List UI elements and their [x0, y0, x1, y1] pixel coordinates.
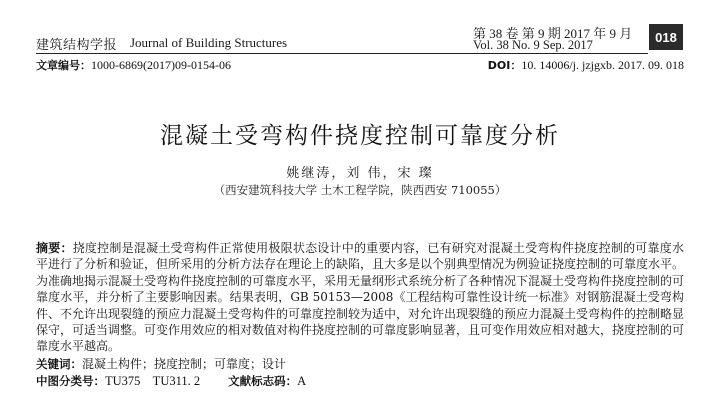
article-authors: 姚继涛，刘 伟，宋 璨 [286, 166, 434, 181]
keywords-row [36, 356, 684, 372]
journal-name-en: Journal of Building Structures [130, 35, 288, 50]
issue-info-en: Vol. 38 No. 9 Sep. 2017 [473, 38, 593, 52]
header-divider [36, 53, 648, 54]
doc-code-label: 文献标志码： [228, 374, 298, 388]
issue-info-cn: 第 38 卷 第 9 期 2017 年 9 月 [473, 26, 633, 41]
article-affiliation: （西安建筑科技大学 土木工程学院，陕西西安 710055） [213, 183, 507, 197]
doc-code-value: A [297, 374, 307, 388]
abstract-label: 摘要： [36, 241, 73, 255]
doi [488, 57, 684, 73]
article-code-badge: 018 [649, 24, 683, 50]
abstract-text: 挠度控制是混凝土受弯构件正常使用极限状态设计中的重要内容，已有研究对混凝土受弯构件挠度控制的可靠度水平进行了分析和验证，但所采用的分析方法存在理论上的缺陷，且大多是以个别典型情况为例验证挠度控制的可靠度水平。为准确地揭示混凝土受弯构件挠度控制的可靠度水平，采用无量纲形式系统分析了各种情况下混凝土受弯构件挠度控制的可靠度水平，并分析了主要影响因素。结果表明，GB 50153—2008《工程结构可靠性设计统一标准》对钢筋混凝土受弯构件、不允许出现裂缝的预应力混凝土受弯构件的可靠度控制较为适中，对允许出现裂缝的预应力混凝土受弯构件的控制略显保守，可适当调整。可变作用效应的相对数值对构件挠度控制的可靠度影响显著，且可变作用效应相对越大，挠度控制的可靠度水平越高。 [36, 241, 685, 354]
article-meta-row [36, 57, 684, 73]
journal-name-cn: 建筑结构学报 [36, 38, 118, 53]
keywords-label: 关键词： [36, 357, 82, 371]
article-id [36, 57, 231, 73]
abstract [36, 240, 684, 355]
clc-value: TU375 TU311. 2 [105, 374, 201, 388]
classification-row [36, 373, 684, 389]
article-title: 混凝土受弯构件挠度控制可靠度分析 [160, 123, 560, 149]
doi-label: DOI： [487, 59, 522, 72]
keywords-text: 混凝土构件；挠度控制；可靠度；设计 [82, 357, 287, 371]
doi-value: 10. 14006/j. jzjgxb. 2017. 09. 018 [521, 58, 684, 72]
article-id-label: 文章编号： [36, 59, 91, 72]
clc-label: 中图分类号： [36, 374, 105, 388]
journal-header [36, 26, 684, 52]
article-id-value: 1000-6869(2017)09-0154-06 [91, 58, 231, 72]
